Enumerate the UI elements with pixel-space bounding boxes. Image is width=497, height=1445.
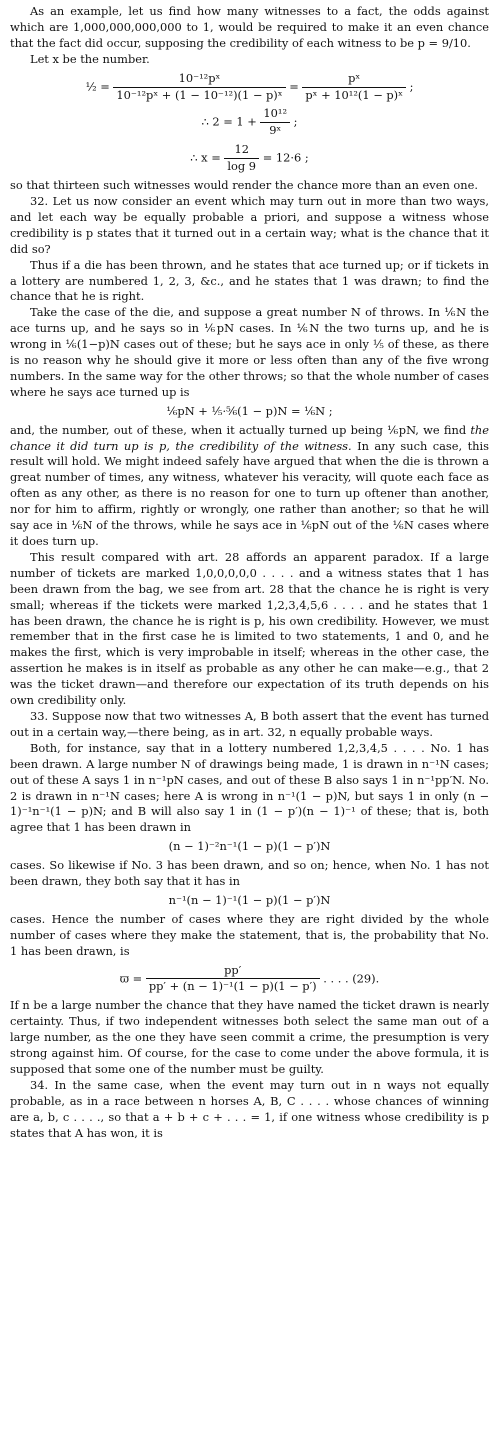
paragraph-lottery: Both, for instance, say that in a lottery numbered 1,2,3,4,5 . . . . No. 1 has been drawn. A large number N of drawings being made, 1 is drawn in n⁻¹N cases; out of these A says 1 in n⁻¹pN cases, and out of these B also says 1 in n⁻¹pp′N. No. 2 is drawn in n⁻¹N cases; here A is wrong in n⁻¹(1 − p)N, but says 1 in only (n − 1)⁻¹n⁻¹(1 − p)N; and B will also say 1 in (1 − p′)(n − 1)⁻¹ of these; that is, both agree that 1 has been drawn in (10, 740, 489, 835)
paragraph-thirteen: so that thirteen such witnesses would render the chance more than an even one. (10, 178, 478, 193)
paragraph-32: 32. Let us now consider an event which may turn out in more than two ways, and let each way be equally probable a priori, and suppose a witness whose credibility is p states that it turned out in a certain way; what is the chance that it did so? (10, 193, 489, 256)
paragraph-cases-hence: cases. Hence the number of cases where they are right divided by the whole number of cases where they make the statement, that is, the probability that No. 1 has been drawn, is (10, 911, 489, 958)
equation-x: ∴ x = $\frac{12}{\log 9}$ = 12·6 ; (190, 142, 309, 174)
equation-both-agree: (n − 1)⁻²n⁻¹(1 − p)(1 − p′)N (168, 839, 331, 854)
paragraph-cases-likewise: cases. So likewise if No. 3 has been drawn, and so on; hence, when No. 1 has not been drawn, they both say that it has in (10, 858, 489, 889)
paragraph-let-x: Let x be the number. (30, 51, 150, 66)
fraction-1: $\frac{\text{10⁻¹²pˣ}}{\text{10⁻¹²pˣ + (1 − 10⁻¹²)(1 − p)ˣ}}$ (113, 71, 285, 104)
equation-29: ϖ = $\frac{pp'}{\text{pp′ + (n − 1)⁻¹(1 − p)(1 − p′)}}$ . . . . (29). (119, 962, 380, 994)
paragraph-large-n: If n be a large number the chance that they have named the ticket drawn is nearly certainty. Thus, if two independent witnesses both select the same man out of a large number, as the one they have seen commit a crime, the presumption is very strong against him. Of course, for the case to come under the above formula, it is supposed that some one of the number must be guilty. (10, 998, 489, 1076)
paragraph-34: 34. In the same case, when the event may turn out in n ways not equally probable, as in a race between n horses A, B, C . . . . whose chances of winning are a, b, c . . . ., so that a + b + c + . . . = 1, if one witness whose credibility is p states that A has won, it is (10, 1077, 489, 1140)
equation-two: ∴ 2 = 1 + $\frac{\text{10¹²}}{\text{9ˣ}}$ ; (201, 106, 298, 138)
equation-sum: ⅙pN + ⅕·⅚(1 − p)N = ⅙N ; (166, 403, 333, 418)
paragraph-and-number: and, the number, out of these, when it actually turned up being ⅙pN, we find the chance it did turn up is p, the credibility of the witness. In any such case, this result will hold. We might indeed safely have argued that when the die is thrown a great number of times, any witness, whatever his veracity, will quote each face as often as any other, as there is no reason for one to turn up oftener than another, nor for him to affirm, rightly or wrongly, one rather than another; so that he will say ace in ⅙N of the throws, while he says ace in ⅙pN out of the ⅙N cases where it does turn up. (10, 422, 489, 548)
equation-not-drawn: n⁻¹(n − 1)⁻¹(1 − p)(1 − p′)N (168, 892, 331, 907)
paragraph-die: Thus if a die has been thrown, and he states that ace turned up; or if tickets in a lottery are numbered 1, 2, 3, &c., and he states that 1 was drawn; to find the chance that he is right. (10, 257, 489, 304)
fraction-2: $\frac{\text{pˣ}}{\text{pˣ + 10¹²(1 − p)ˣ}}$ (302, 71, 406, 104)
paragraph-33: 33. Suppose now that two witnesses A, B both assert that the event has turned out in a certain way,—there being, as in art. 32, n equally probable ways. (10, 708, 489, 739)
paragraph-take-case: Take the case of the die, and suppose a great number N of throws. In ⅙N the ace turns up, and he says so in ⅙pN cases. In ⅙N the two turns up, and he is wrong in ⅙(1−p)N cases out of these; but he says ace in only ⅕ of these, as there is no reason why he should give it more or less often than any of the five wrong numbers. In the same way for the other throws; so that the whole number of cases where he says ace turned up is (10, 305, 489, 399)
paragraph-example: As an example, let us find how many witnesses to a fact, the odds against which are 1,000,000,000,000 to 1, would be required to make it an even chance that the fact did occur, supposing the credibility of each witness to be p = 9/10. (10, 4, 489, 50)
paragraph-paradox: This result compared with art. 28 affords an apparent paradox. If a large number of tickets are marked 1,0,0,0,0,0 . . . . and a witness states that 1 has been drawn from the bag, we see from art. 28 that the chance he is right is very small; whereas if the tickets were marked 1,2,3,4,5,6 . . . . and he states that 1 has been drawn, the chance he is right is p, his own credibility. However, we must remember that in the first case he is limited to two statements, 1 and 0, and he makes the first, which is very improbable in itself; whereas in the other case, the assertion he makes is in itself as probable as any other he can make—e.g., that 2 was the ticket drawn—and therefore our expectation of its truth depends on his own credibility only. (10, 549, 489, 708)
equation-half: ½ = $\frac{\text{10⁻¹²pˣ}}{\text{10⁻¹²pˣ + (1 − 10⁻¹²)(1 − p)ˣ}}$ = $\frac{\text{pˣ}}{\text{pˣ + 10¹²(1 − p)ˣ}}$ ; (85, 70, 414, 102)
